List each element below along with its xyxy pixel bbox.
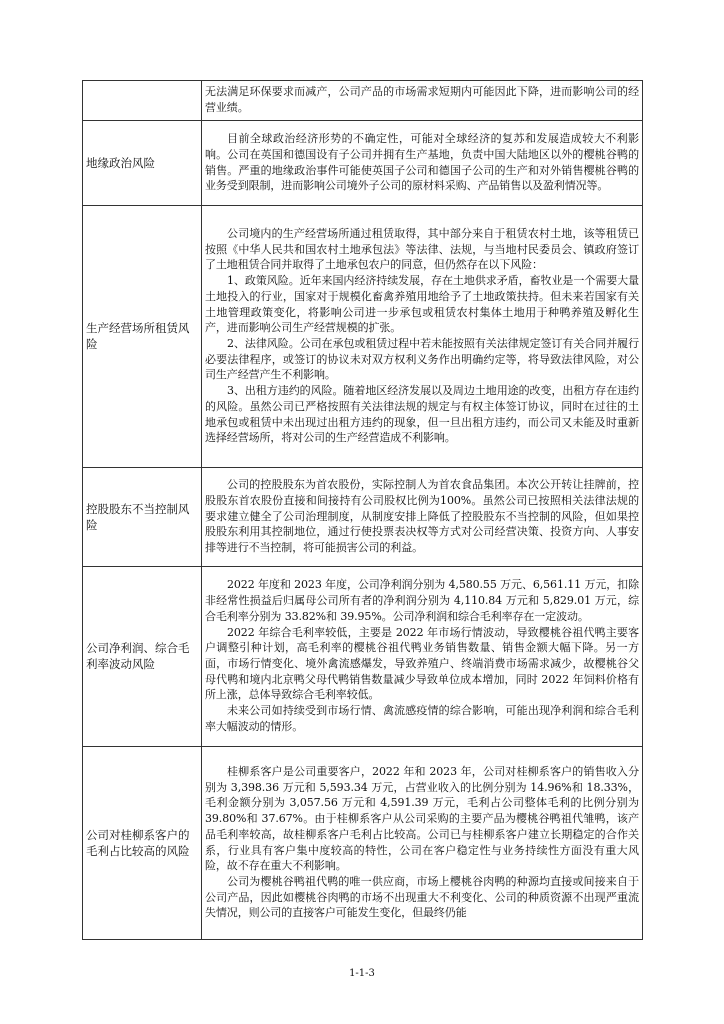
risk-name-cell: 公司对桂柳系客户的毛利占比较高的风险 [83,747,202,940]
risk-paragraph: 2022 年综合毛利率较低，主要是 2022 年市场行情波动，导致樱桃谷祖代鸭主要客户调整引种计划，高毛利率的樱桃谷祖代鸭业务销售数量、销售金额大幅下降。另一方面，市场行情变化、境外禽流感爆发，导致养殖户、终端消费市场需求减少，故樱桃谷父母代鸭和境内北京鸭父母代鸭销售数量减少导致单位成本增加，同时 2022 年饲料价格有所上涨，总体导致综合毛利率较低。 [205,625,639,702]
risk-row-profit-margin [83,567,643,747]
risk-paragraph: 目前全球政治经济形势的不确定性，可能对全球经济的复苏和发展造成较大不利影响。公司在英国和德国设有子公司并拥有生产基地，负责中国大陆地区以外的樱桃谷鸭的销售。严重的地缘政治事件可能使英国子公司和德国子公司的生产和对外销售樱桃谷鸭的业务受到限制，进而影响公司境外子公司的原材料采购、产品销售以及盈利情况等。 [205,132,639,193]
risk-paragraph: 3、出租方违约的风险。随着地区经济发展以及周边土地用途的改变，出租方存在违约的风险。虽然公司已严格按照有关法律法规的规定与有权主体签订协议，同时在过往的土地承包或租赁中未出现过出租方违约的现象，但一旦出租方违约，而公司又未能及时重新选择经营场所，将对公司的生产经营造成不利影响。 [205,384,639,445]
risk-row-site-lease [83,206,643,468]
risk-description-cell [202,81,643,121]
risk-name-cell: 生产经营场所租赁风险 [83,206,202,468]
risk-name-cell: 控股股东不当控制风险 [83,468,202,567]
risk-row-controlling-shareholder [83,468,643,567]
risk-paragraph: 公司为樱桃谷鸭祖代鸭的唯一供应商，市场上樱桃谷肉鸭的种源均直接或间接来自于公司产品，因此如樱桃谷肉鸭的市场不出现重大不利变化、公司的种质资源不出现严重流失情况，则公司的直接客户可能发生变化，但最终仍能 [205,874,639,920]
risk-paragraph: 2022 年度和 2023 年度，公司净利润分别为 4,580.55 万元、6,561.11 万元，扣除非经常性损益后归属母公司所有者的净利润分别为 4,110.84 万元和 5,829.01 万元，综合毛利率分别为 33.82%和 39.95%。公司净利润和综合毛利率存在一定波动。 [205,578,639,623]
risk-paragraph: 桂柳系客户是公司重要客户，2022 年和 2023 年，公司对桂柳系客户的销售收入分别为 3,398.36 万元和 5,593.34 万元，占营业收入的比例分别为 14.96%和 18.33%，毛利金额分别为 3,057.56 万元和 4,591.39 万元，毛利占公司整体毛利的比例分别为 39.80%和 37.67%。由于桂柳系客户从公司采购的主要产品为樱桃谷鸭祖代雏鸭，该产品毛利率较高，故桂柳系客户毛利占比较高。公司已与桂柳系客户建立长期稳定的合作关系，行业具有客户集中度较高的特性，公司在客户稳定性与业务持续性方面没有重大风险，故不存在重大不利影响。 [205,764,639,873]
risk-paragraph: 无法满足环保要求而减产，公司产品的市场需求短期内可能因此下降，进而影响公司的经营业绩。 [205,85,639,114]
risk-paragraph: 公司境内的生产经营场所通过租赁取得，其中部分来自于租赁农村土地，该等租赁已按照《中华人民共和国农村土地承包法》等法律、法规，与当地村民委员会、镇政府签订了土地租赁合同并取得了土地承包农户的同意，但仍然存在以下风险： [205,227,639,272]
risk-paragraph: 未来公司如持续受到市场行情、禽流感疫情的综合影响，可能出现净利润和综合毛利率大幅波动的情形。 [205,704,639,733]
risk-row-continuation [83,81,643,121]
risk-row-geopolitical [83,121,643,206]
page-number: 1-1-3 [349,968,375,979]
risk-name-cell: 公司净利润、综合毛利率波动风险 [83,567,202,747]
risk-description-cell [202,206,643,468]
risk-factors-table [82,80,643,940]
risk-description-cell [202,121,643,206]
risk-paragraph: 公司的控股股东为首农股份，实际控制人为首农食品集团。本次公开转让挂牌前，控股股东首农股份直接和间接持有公司股权比例为100%。虽然公司已按照相关法律法规的要求建立健全了公司治理制度，从制度安排上降低了控股股东不当控制的风险，但如果控股股东利用其控制地位，通过行使投票表决权等方式对公司经营决策、投资方向、人事安排等进行不当控制，将可能损害公司的利益。 [205,478,639,555]
risk-name-cell [83,81,202,121]
risk-description-cell [202,747,643,940]
risk-paragraph: 1、政策风险。近年来国内经济持续发展，存在土地供求矛盾，畜牧业是一个需要大量土地投入的行业，国家对于规模化畜禽养殖用地给予了土地政策扶持。但未来若国家有关土地管理政策变化，将影响公司进一步承包或租赁农村集体土地用于种鸭养殖及孵化生产，进而影响公司生产经营规模的扩张。 [205,274,639,335]
risk-description-cell [202,468,643,567]
risk-paragraph: 2、法律风险。公司在承包或租赁过程中若未能按照有关法律规定签订有关合同并履行必要法律程序，或签订的协议未对双方权利义务作出明确约定等，将导致法律风险，对公司生产经营产生不利影响。 [205,337,639,382]
risk-row-customer-concentration [83,747,643,940]
risk-name-cell: 地缘政治风险 [83,121,202,206]
risk-description-cell [202,567,643,747]
